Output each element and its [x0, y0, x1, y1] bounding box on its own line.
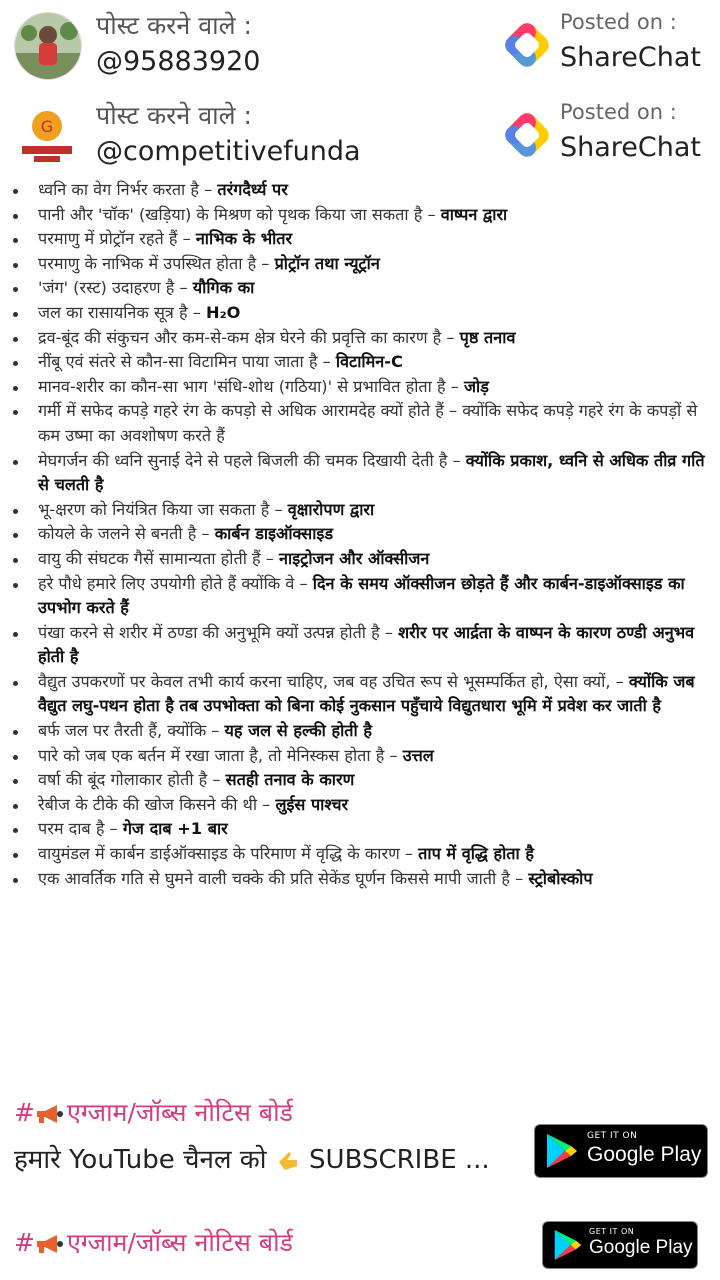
fact-answer: H₂O [206, 302, 241, 322]
poster-avatar-2[interactable] [14, 100, 80, 166]
fact-question: वायुमंडल में कार्बन डाईऑक्साइड के परिमाण में वृद्धि के कारण – [38, 844, 414, 864]
poster-handle[interactable]: @95883920 [96, 46, 261, 77]
fact-item [0, 203, 720, 228]
fact-answer: स्ट्रोबोस्कोप [528, 868, 593, 888]
sharechat-logo-icon [500, 108, 554, 162]
posted-on-label: Posted on : [560, 100, 677, 124]
google-play-badge-1[interactable] [534, 1124, 708, 1178]
fact-item [0, 817, 720, 842]
fact-question: नींबू एवं संतरे से कौन-सा विटामिन पाया जाता है – [38, 352, 331, 372]
fact-list [0, 178, 720, 891]
hashtag-text: एग्जाम/जॉब्स नोटिस बोर्ड [66, 1098, 293, 1127]
platform-name: ShareChat [560, 42, 702, 73]
fact-question: परमाणु के नाभिक में उपस्थित होता है – [38, 253, 270, 273]
fact-answer: जोड़ [464, 376, 489, 396]
svg-text:G: G [40, 117, 54, 136]
megaphone-icon [35, 1233, 65, 1255]
fact-item [0, 744, 720, 769]
fact-answer: सतही तनाव के कारण [225, 770, 355, 790]
fact-answer: तरंगदैर्ध्य पर [217, 180, 288, 199]
profile-photo-icon [15, 13, 81, 79]
google-play-label: Google Play [589, 1237, 693, 1258]
fact-answer: पृष्ठ तनाव [459, 327, 516, 347]
fact-question: परमाणु में प्रोट्रॉन रहते हैं – [38, 229, 191, 249]
poster-row-1 [0, 0, 720, 90]
fact-question: जल का रासायनिक सूत्र है – [38, 302, 201, 322]
fact-question: भू-क्षरण को नियंत्रित किया जा सकता है – [38, 499, 283, 519]
posted-on-label: Posted on : [560, 10, 677, 34]
fact-item [0, 498, 720, 523]
fact-item [0, 375, 720, 400]
youtube-subscribe-line [14, 1140, 490, 1176]
megaphone-icon [35, 1103, 65, 1125]
fact-question: पंखा करने से शरीर में ठण्डा की अनुभूमि क्यों उत्पन्न होती है – [38, 622, 393, 642]
fact-item [0, 449, 720, 498]
fact-answer: शरीर पर आर्द्रता के वाष्पन के कारण ठण्डी अनुभव होती है [38, 622, 695, 667]
hashtag-text: एग्जाम/जॉब्स नोटिस बोर्ड [66, 1228, 293, 1257]
fact-item [0, 793, 720, 818]
fact-answer: प्रोट्रॉन तथा न्यूट्रॉन [274, 253, 380, 273]
fact-question: मानव-शरीर का कौन-सा भाग 'संधि-शोथ (गठिया)' से प्रभावित होता है – [38, 376, 459, 396]
fact-answer: उत्तल [402, 745, 434, 765]
fact-answer: यह जल से हल्की होती है [224, 721, 372, 741]
fact-item [0, 867, 720, 892]
fact-question: वैद्युत उपकरणों पर केवल तभी कार्य करना चाहिए, जब वह उचित रूप से भूसम्पर्कित हो, ऐसा क्यों, – [38, 671, 624, 691]
fact-item [0, 276, 720, 301]
fact-item [0, 621, 720, 670]
get-it-on-label: GET IT ON [589, 1227, 635, 1236]
fact-item [0, 719, 720, 744]
fact-question: गर्मी में सफेद कपड़े गहरे रंग के कपड़ो से अधिक आरामदेह क्यों होते हैं – क्योंकि सफेद कपड़े गहरे रंग के कपड़ों से कम उष्मा का अवशोषण करते हैं [38, 401, 698, 445]
fact-answer: कार्बन डाइऑक्साइड [214, 524, 334, 544]
fact-item [0, 768, 720, 793]
google-play-icon [553, 1228, 583, 1262]
hashtag-link-1[interactable] [14, 1095, 293, 1129]
google-play-icon [545, 1132, 579, 1170]
fact-answer: विटामिन-C [335, 352, 403, 372]
fact-question: बर्फ जल पर तैरती हैं, क्योंकि – [38, 721, 220, 741]
platform-name: ShareChat [560, 132, 702, 163]
fact-item [0, 522, 720, 547]
fact-question: पानी और 'चॉक' (खड़िया) के मिश्रण को पृथक किया जा सकता है – [38, 204, 436, 224]
youtube-line-text: हमारे YouTube चैनल को [14, 1145, 267, 1175]
fact-item [0, 547, 720, 572]
fact-item [0, 670, 720, 719]
fact-answer: नाइट्रोजन और ऑक्सीजन [279, 548, 430, 568]
fact-item [0, 399, 720, 448]
fact-question: हरे पौधे हमारे लिए उपयोगी होते हैं क्योंकि वे – [38, 573, 308, 593]
hash-symbol: # [14, 1228, 35, 1257]
fact-item [0, 326, 720, 351]
competitive-funda-logo-icon [14, 100, 80, 166]
fact-question: मेघगर्जन की ध्वनि सुनाई देने से पहले बिजली की चमक दिखायी देती है – [38, 450, 461, 470]
fact-item [0, 301, 720, 326]
fact-answer: यौगिक का [192, 278, 255, 298]
fact-question: कोयले के जलने से बनती है – [38, 524, 210, 544]
fact-item [0, 178, 720, 203]
hashtag-link-2[interactable] [14, 1225, 293, 1259]
poster-label: पोस्ट करने वाले : [96, 101, 252, 130]
fact-item [0, 572, 720, 621]
fact-question: वर्षा की बूंद गोलाकार होती है – [38, 770, 221, 790]
poster-row-2 [0, 90, 720, 180]
poster-avatar-1[interactable] [14, 12, 82, 80]
fact-question: एक आवर्तिक गति से घुमने वाली चक्के की प्रति सेकेंड घूर्णन किससे मापी जाती है – [38, 868, 524, 888]
get-it-on-label: GET IT ON [587, 1131, 638, 1141]
fact-question: रेबीज के टीके की खोज किसने की थी – [38, 794, 271, 814]
poster-handle[interactable]: @competitivefunda [96, 136, 361, 167]
fact-item [0, 842, 720, 867]
fact-question: परम दाब है – [38, 819, 118, 839]
fact-question: 'जंग' (रस्ट) उदाहरण है – [38, 278, 188, 298]
fact-question: ध्वनि का वेग निर्भर करता है – [38, 180, 213, 199]
fact-question: वायु की संघटक गैसें सामान्यता होती हैं – [38, 548, 274, 568]
fact-answer: क्योंकि प्रकाश, ध्वनि से अधिक तीव्र गति से चलती है [38, 450, 705, 495]
fact-answer: नाभिक के भीतर [195, 229, 293, 249]
fact-answer: लुईस पाश्चर [275, 794, 349, 814]
hash-symbol: # [14, 1098, 35, 1127]
fact-answer: क्योंकि जब वैद्युत लघु-पथन होता है तब उपभोक्ता को बिना कोई नुकसान पहुँचाये विद्युतधारा भूमि में प्रवेश कर जाती है [38, 671, 695, 716]
fact-item [0, 252, 720, 277]
google-play-label: Google Play [587, 1143, 702, 1166]
sharechat-logo-icon [500, 18, 554, 72]
fact-answer: गेज दाब +1 बार [122, 819, 228, 839]
fact-question: द्रव-बूंद की संकुचन और कम-से-कम क्षेत्र घेरने की प्रवृत्ति का कारण है – [38, 327, 455, 347]
fact-answer: ताप में वृद्धि होता है [418, 844, 534, 864]
fact-answer: दिन के समय ऑक्सीजन छोड़ते हैं और कार्बन-डाइऑक्साइड का उपभोग करते हैं [38, 573, 685, 618]
pointing-hand-icon [275, 1148, 301, 1174]
poster-label: पोस्ट करने वाले : [96, 11, 252, 40]
fact-item [0, 227, 720, 252]
fact-item [0, 350, 720, 375]
fact-question: पारे को जब एक बर्तन में रखा जाता है, तो मेनिस्कस होता है – [38, 745, 398, 765]
fact-answer: वाष्पन द्वारा [440, 204, 508, 224]
fact-answer: वृक्षारोपण द्वारा [287, 499, 375, 519]
subscribe-text: SUBSCRIBE ... [309, 1145, 490, 1175]
google-play-badge-2[interactable] [542, 1221, 698, 1269]
